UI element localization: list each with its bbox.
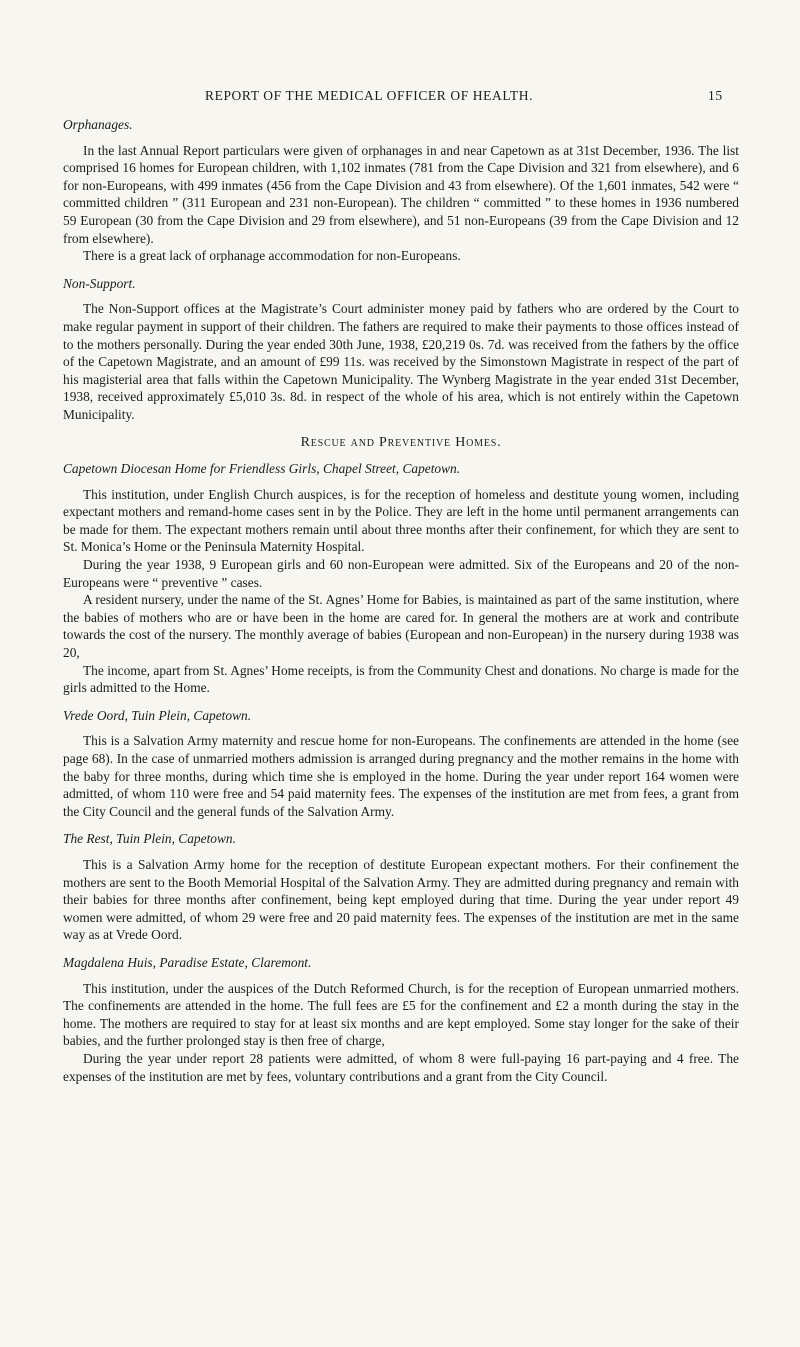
paragraph: The Non-Support offices at the Magistrate’s Court administer money paid by fathers who are ordered by the Court to make regular payment in support of their children. The fathers are required to make their payments to those offices instead of to the mothers personally. During the year ended 30th June, 1938, £20,219 0s. 7d. was received from the fathers by the office of the Capetown Magistrate, and an amount of £99 11s. was received by the Simonstown Magistrate in respect of the part of his magisterial area that falls within the Capetown Municipality. The Wynberg Magistrate in the year ended 31st December, 1938, received approximately £5,010 3s. 8d. in respect of the whole of his area, which is not entirely within the Capetown Municipality.	[63, 301, 739, 422]
page-number: 15	[708, 88, 723, 103]
section-heading-non-support: Non-Support.	[63, 275, 136, 291]
paragraph: During the year 1938, 9 European girls and 60 non-European were admitted. Six of the Europeans and 20 of the non-Europeans were “ preventive ” cases.	[63, 557, 739, 590]
paragraph: This institution, under English Church auspices, is for the reception of homeless and destitute young women, including expectant mothers and remand-home cases sent in by the Police. They are left in the home until permanent arrangements can be made for them. The expectant mothers remain until about three months after their confinement, for which they are sent to St. Monica’s Home or the Peninsula Maternity Hospital.	[63, 486, 739, 555]
paragraph: This institution, under the auspices of the Dutch Reformed Church, is for the reception of European unmarried mothers. The confinements are attended in the home. The full fees are £5 for the confinement and £2 a month during the stay in the home. The mothers are required to stay for at least six months and are kept employed. Some stay longer for the sake of their babies, and the further prolonged stay is then free of charge,	[63, 980, 739, 1049]
paragraph: A resident nursery, under the name of the St. Agnes’ Home for Babies, is maintained as part of the same institution, where the babies of mothers who are or have been in the home are cared for. In general the mothers are at work and contribute towards the cost of the nursery. The monthly average of babies (European and non-European) in the nursery during 1938 was 20,	[63, 592, 739, 661]
section-heading-diocesan-home: Capetown Diocesan Home for Friendless Girls, Chapel Street, Capetown.	[63, 461, 461, 477]
paragraph: The income, apart from St. Agnes’ Home receipts, is from the Community Chest and donations. No charge is made for the girls admitted to the Home.	[63, 662, 739, 696]
paragraph: There is a great lack of orphanage accommodation for non-Europeans.	[83, 248, 461, 264]
paragraph: In the last Annual Report particulars were given of orphanages in and near Capetown as at 31st December, 1936. The list comprised 16 homes for European children, with 1,102 inmates (781 from the Cape Division and 321 from elsewhere), and 6 for non-Europeans, with 499 inmates (456 from the Cape Division and 43 from elsewhere). Of the 1,601 inmates, 542 were “ committed children ” (311 European and 231 non-European). The children “ committed ” to these homes in 1936 numbered 59 European (30 from the Cape Division and 29 from elsewhere), and 51 non-Europeans (39 from the Cape Division and 12 from elsewhere).	[63, 142, 739, 246]
section-heading-the-rest: The Rest, Tuin Plein, Capetown.	[63, 831, 236, 847]
section-heading-magdalena-huis: Magdalena Huis, Paradise Estate, Claremont.	[63, 954, 312, 970]
section-heading-vrede-oord: Vrede Oord, Tuin Plein, Capetown.	[63, 707, 252, 723]
page-body	[63, 116, 739, 1085]
section-heading-orphanages: Orphanages.	[63, 117, 133, 132]
paragraph: During the year under report 28 patients were admitted, of whom 8 were full-paying 16 part-paying and 4 free. The expenses of the institution are met by fees, voluntary contributions and a grant from the City Council.	[63, 1050, 739, 1084]
running-head-title: REPORT OF THE MEDICAL OFFICER OF HEALTH.	[205, 88, 534, 103]
paragraph: This is a Salvation Army maternity and rescue home for non-Europeans. The confinements are attended in the home (see page 68). In the case of unmarried mothers admission is arranged during pregnancy and the mother remains in the home with the baby for three months, during which time she is employed in the home. During the year under report 164 women were admitted, of whom 110 were free and 54 paid maternity fees. The expenses of the institution are met from fees, a grant from the City Council and the general funds of the Salvation Army.	[63, 733, 739, 819]
section-title-rescue-homes: Rescue and Preventive Homes.	[300, 434, 502, 450]
paragraph: This is a Salvation Army home for the reception of destitute European expectant mothers. For their confinement the mothers are sent to the Booth Memorial Hospital of the Salvation Army. They are admitted during pregnancy and remain with their babies for three months after confinement, being kept employed during that time. During the year under report 49 women were admitted, of whom 29 were free and 20 paid maternity fees. The expenses of the institution are met in the same way as at Vrede Oord.	[63, 856, 739, 943]
